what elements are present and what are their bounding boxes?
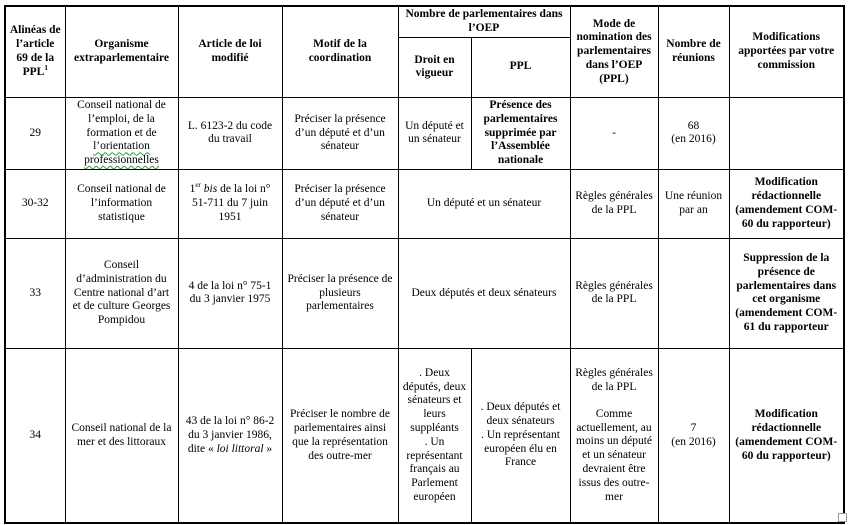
- header-alineas-label: Alinéas de l’article 69 de la PPL: [9, 24, 61, 78]
- cell-motif: Préciser la présence d’un député et d’un sénateur: [282, 98, 398, 170]
- table-row: [5, 238, 844, 348]
- header-cell-mode-nomination: Mode de nomination des parlementaires dans l’OEP (PPL): [570, 6, 658, 98]
- cell-nombre-reunions: [658, 98, 729, 170]
- article-text-end: »: [263, 442, 273, 455]
- cell-alinea: 34: [5, 348, 65, 523]
- cell-mode-nomination: Règles générales de la PPL: [570, 238, 658, 348]
- cell-mode-nomination: -: [570, 98, 658, 170]
- cell-ppl: [471, 348, 570, 523]
- cell-organisme: Conseil national de l’information statistique: [65, 169, 178, 238]
- ppl-item-1: . Deux députés et deux sénateurs: [480, 401, 561, 428]
- cell-alinea: 29: [5, 98, 65, 170]
- footnote-ref: 1: [44, 63, 48, 72]
- cell-droit-ppl-merged: Deux députés et deux sénateurs: [398, 238, 570, 348]
- article-text: de la loi n° 51-711 du 7 juin 1951: [192, 183, 271, 223]
- cell-mode-nomination: [570, 348, 658, 523]
- cell-modifications: Suppression de la présence de parlementaires dans cet organisme (amendement COM-61 du rapporteur: [729, 238, 844, 348]
- header-cell-nombre-parlementaires-group: Nombre de parlementaires dans l’OEP: [398, 6, 570, 37]
- header-cell-ppl: PPL: [471, 37, 570, 97]
- cell-motif: Préciser la présence d’un député et d’un sénateur: [282, 169, 398, 238]
- cell-modifications: Modification rédactionnelle (amendement COM-60 du rapporteur): [729, 169, 844, 238]
- cell-motif: Préciser le nombre de parlementaires ainsi que la représentation des outre-mer: [282, 348, 398, 523]
- cell-mode-nomination: Règles générales de la PPL: [570, 169, 658, 238]
- reunions-year: (en 2016): [671, 133, 716, 146]
- reunions-year: (en 2016): [671, 435, 716, 448]
- oep-coordination-table: [4, 5, 845, 524]
- reunions-count: 7: [690, 421, 697, 434]
- cell-organisme: Conseil national de la mer et des littoraux: [65, 348, 178, 523]
- cell-article: [178, 169, 282, 238]
- table-row: [5, 98, 844, 170]
- article-bis: bis: [203, 183, 218, 196]
- table-row: [5, 348, 844, 523]
- article-number: 1: [189, 183, 196, 196]
- article-law-nickname: loi littoral: [216, 442, 264, 455]
- table-row: [5, 169, 844, 238]
- cell-motif: Préciser la présence de plusieurs parlementaires: [282, 238, 398, 348]
- mode-paragraph-2: Comme actuellement, au moins un député et un sénateur devraient être issus des outre-mer: [575, 407, 653, 503]
- organisme-text: Conseil national de l’emploi, de la formation et de: [77, 99, 166, 139]
- cell-organisme: Conseil d’administration du Centre national d’art et de culture Georges Pompidou: [65, 238, 178, 348]
- table-resize-handle[interactable]: [838, 513, 847, 522]
- article-ordinal-suffix: er: [195, 181, 201, 190]
- cell-nombre-reunions: [658, 348, 729, 523]
- cell-droit-ppl-merged: Un député et un sénateur: [398, 169, 570, 238]
- cell-article: [178, 348, 282, 523]
- cell-article: 4 de la loi n° 75-1 du 3 janvier 1975: [178, 238, 282, 348]
- ppl-item-2: . Un représentant européen élu en France: [481, 428, 560, 469]
- cell-alinea: 33: [5, 238, 65, 348]
- cell-modifications: Modification rédactionnelle (amendement COM-60 du rapporteur): [729, 348, 844, 523]
- article-text: 43 de la loi n° 86-2 du 3 janvier 1986, dite «: [185, 415, 275, 455]
- droit-item-2: . Un représentant français au Parlement européen: [406, 435, 463, 503]
- cell-droit-en-vigueur: [398, 348, 471, 523]
- cell-ppl: Présence des parlementaires supprimée par l’Assemblée nationale: [471, 98, 570, 170]
- mode-paragraph-1: Règles générales de la PPL: [575, 367, 653, 393]
- cell-article: L. 6123-2 du code du travail: [178, 98, 282, 170]
- header-cell-modifications: Modifications apportées par votre commission: [729, 6, 844, 98]
- cell-nombre-reunions: [658, 238, 729, 348]
- reunions-count: 68: [687, 119, 700, 132]
- header-cell-nombre-reunions: Nombre de réunions: [658, 6, 729, 98]
- cell-modifications: [729, 98, 844, 170]
- header-cell-motif: Motif de la coordination: [282, 6, 398, 98]
- droit-item-1: . Deux députés, deux sénateurs et leurs suppléants: [402, 366, 467, 434]
- header-cell-alineas: [5, 6, 65, 98]
- header-cell-article: Article de loi modifié: [178, 6, 282, 98]
- header-cell-droit-en-vigueur: Droit en vigueur: [398, 37, 471, 97]
- cell-nombre-reunions: Une réunion par an: [658, 169, 729, 238]
- cell-droit-en-vigueur: Un député et un sénateur: [398, 98, 471, 170]
- cell-organisme: [65, 98, 178, 170]
- header-cell-organisme: Organisme extraparlementaire: [65, 6, 178, 98]
- cell-alinea: 30-32: [5, 169, 65, 238]
- header-row-group: [5, 6, 844, 37]
- organisme-spellchecked-text: l’orientation professionnelles: [84, 140, 159, 167]
